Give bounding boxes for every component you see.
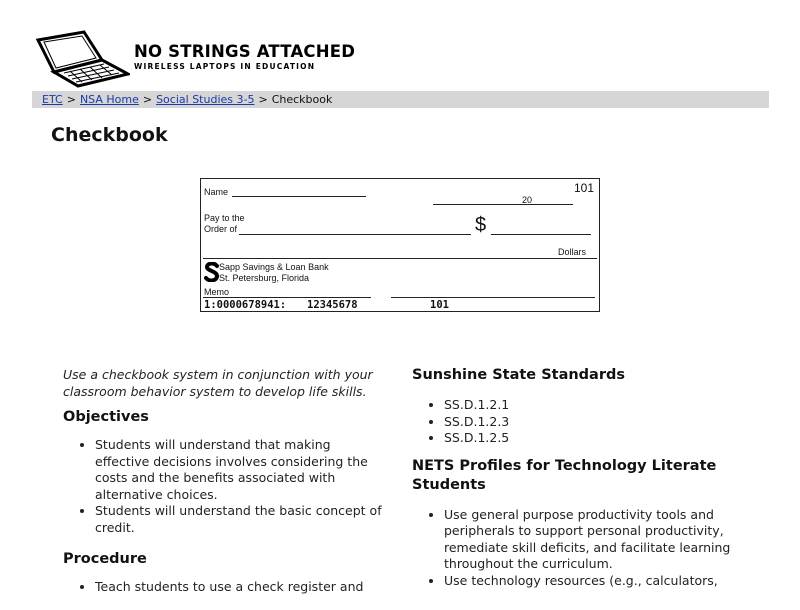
list-item: • SS.D.1.2.3	[444, 414, 757, 431]
check-routing-number: 1:0000678941:	[204, 299, 287, 311]
check-order-of-label: Order of	[204, 224, 238, 234]
list-item: • Students will understand that making effective decisions involves considering the costs and the benefits associated with alternative choices.	[95, 437, 388, 503]
page-title: Checkbook	[51, 124, 168, 146]
left-column	[63, 366, 388, 610]
check-account-number: 12345678	[307, 299, 358, 311]
check-payee-line	[239, 234, 471, 235]
breadcrumb-separator: >	[258, 93, 268, 106]
objectives-heading: Objectives	[63, 409, 149, 425]
list-item: • Teach students to use a check register and	[95, 579, 388, 596]
standards-heading: Sunshine State Standards	[412, 367, 625, 383]
check-bank-name: Sapp Savings & Loan Bank	[219, 262, 329, 272]
objectives-list	[63, 437, 388, 536]
list-item: • SS.D.1.2.5	[444, 430, 757, 447]
check-year-prefix: 20	[522, 195, 533, 205]
breadcrumb	[32, 91, 769, 108]
nets-list	[412, 507, 757, 590]
check-signature-line	[391, 297, 595, 298]
standards-list	[412, 397, 757, 447]
check-image	[200, 178, 600, 312]
check-memo-label: Memo	[204, 287, 230, 297]
list-item: • Students will understand the basic concept of credit.	[95, 503, 388, 536]
site-header	[34, 30, 364, 88]
list-item: • Use technology resources (e.g., calculators,	[444, 573, 757, 590]
list-item: • SS.D.1.2.1	[444, 397, 757, 414]
check-name-line	[232, 196, 366, 197]
breadcrumb-link-nsa-home[interactable]: NSA Home	[79, 93, 139, 106]
nets-heading: NETS Profiles for Technology Literate Students	[412, 457, 717, 493]
list-item: • Use general purpose productivity tools and peripherals to support personal productivity, remediate skill deficits, and facilitate learning throughout the curriculum.	[444, 507, 757, 573]
check-date-line	[433, 204, 573, 205]
check-name-label: Name	[204, 187, 229, 197]
check-memo-line	[203, 297, 371, 298]
check-micr-number: 101	[430, 299, 449, 311]
check-dollars-label: Dollars	[558, 247, 587, 257]
procedure-list	[63, 579, 388, 596]
breadcrumb-link-etc[interactable]: ETC	[42, 93, 63, 106]
intro-text: Use a checkbook system in conjunction with your classroom behavior system to develop life skills.	[63, 367, 373, 399]
site-title: NO STRINGS ATTACHED	[134, 42, 356, 61]
check-written-amount-line	[203, 258, 597, 259]
breadcrumb-separator: >	[142, 93, 153, 106]
check-dollar-sign: $	[475, 214, 487, 236]
right-column	[412, 366, 757, 599]
check-bank-location: St. Petersburg, Florida	[219, 273, 310, 283]
breadcrumb-link-social-studies[interactable]: Social Studies 3-5	[156, 93, 255, 106]
check-number: 101	[574, 181, 595, 195]
breadcrumb-current: Checkbook	[271, 93, 333, 106]
laptop-icon	[34, 30, 130, 88]
check-amount-line	[491, 234, 591, 235]
check-pay-to-label: Pay to the	[204, 213, 245, 223]
site-subtitle: WIRELESS LAPTOPS IN EDUCATION	[134, 62, 316, 71]
bank-logo-icon	[204, 262, 220, 282]
procedure-heading: Procedure	[63, 551, 147, 567]
breadcrumb-separator: >	[66, 93, 76, 106]
